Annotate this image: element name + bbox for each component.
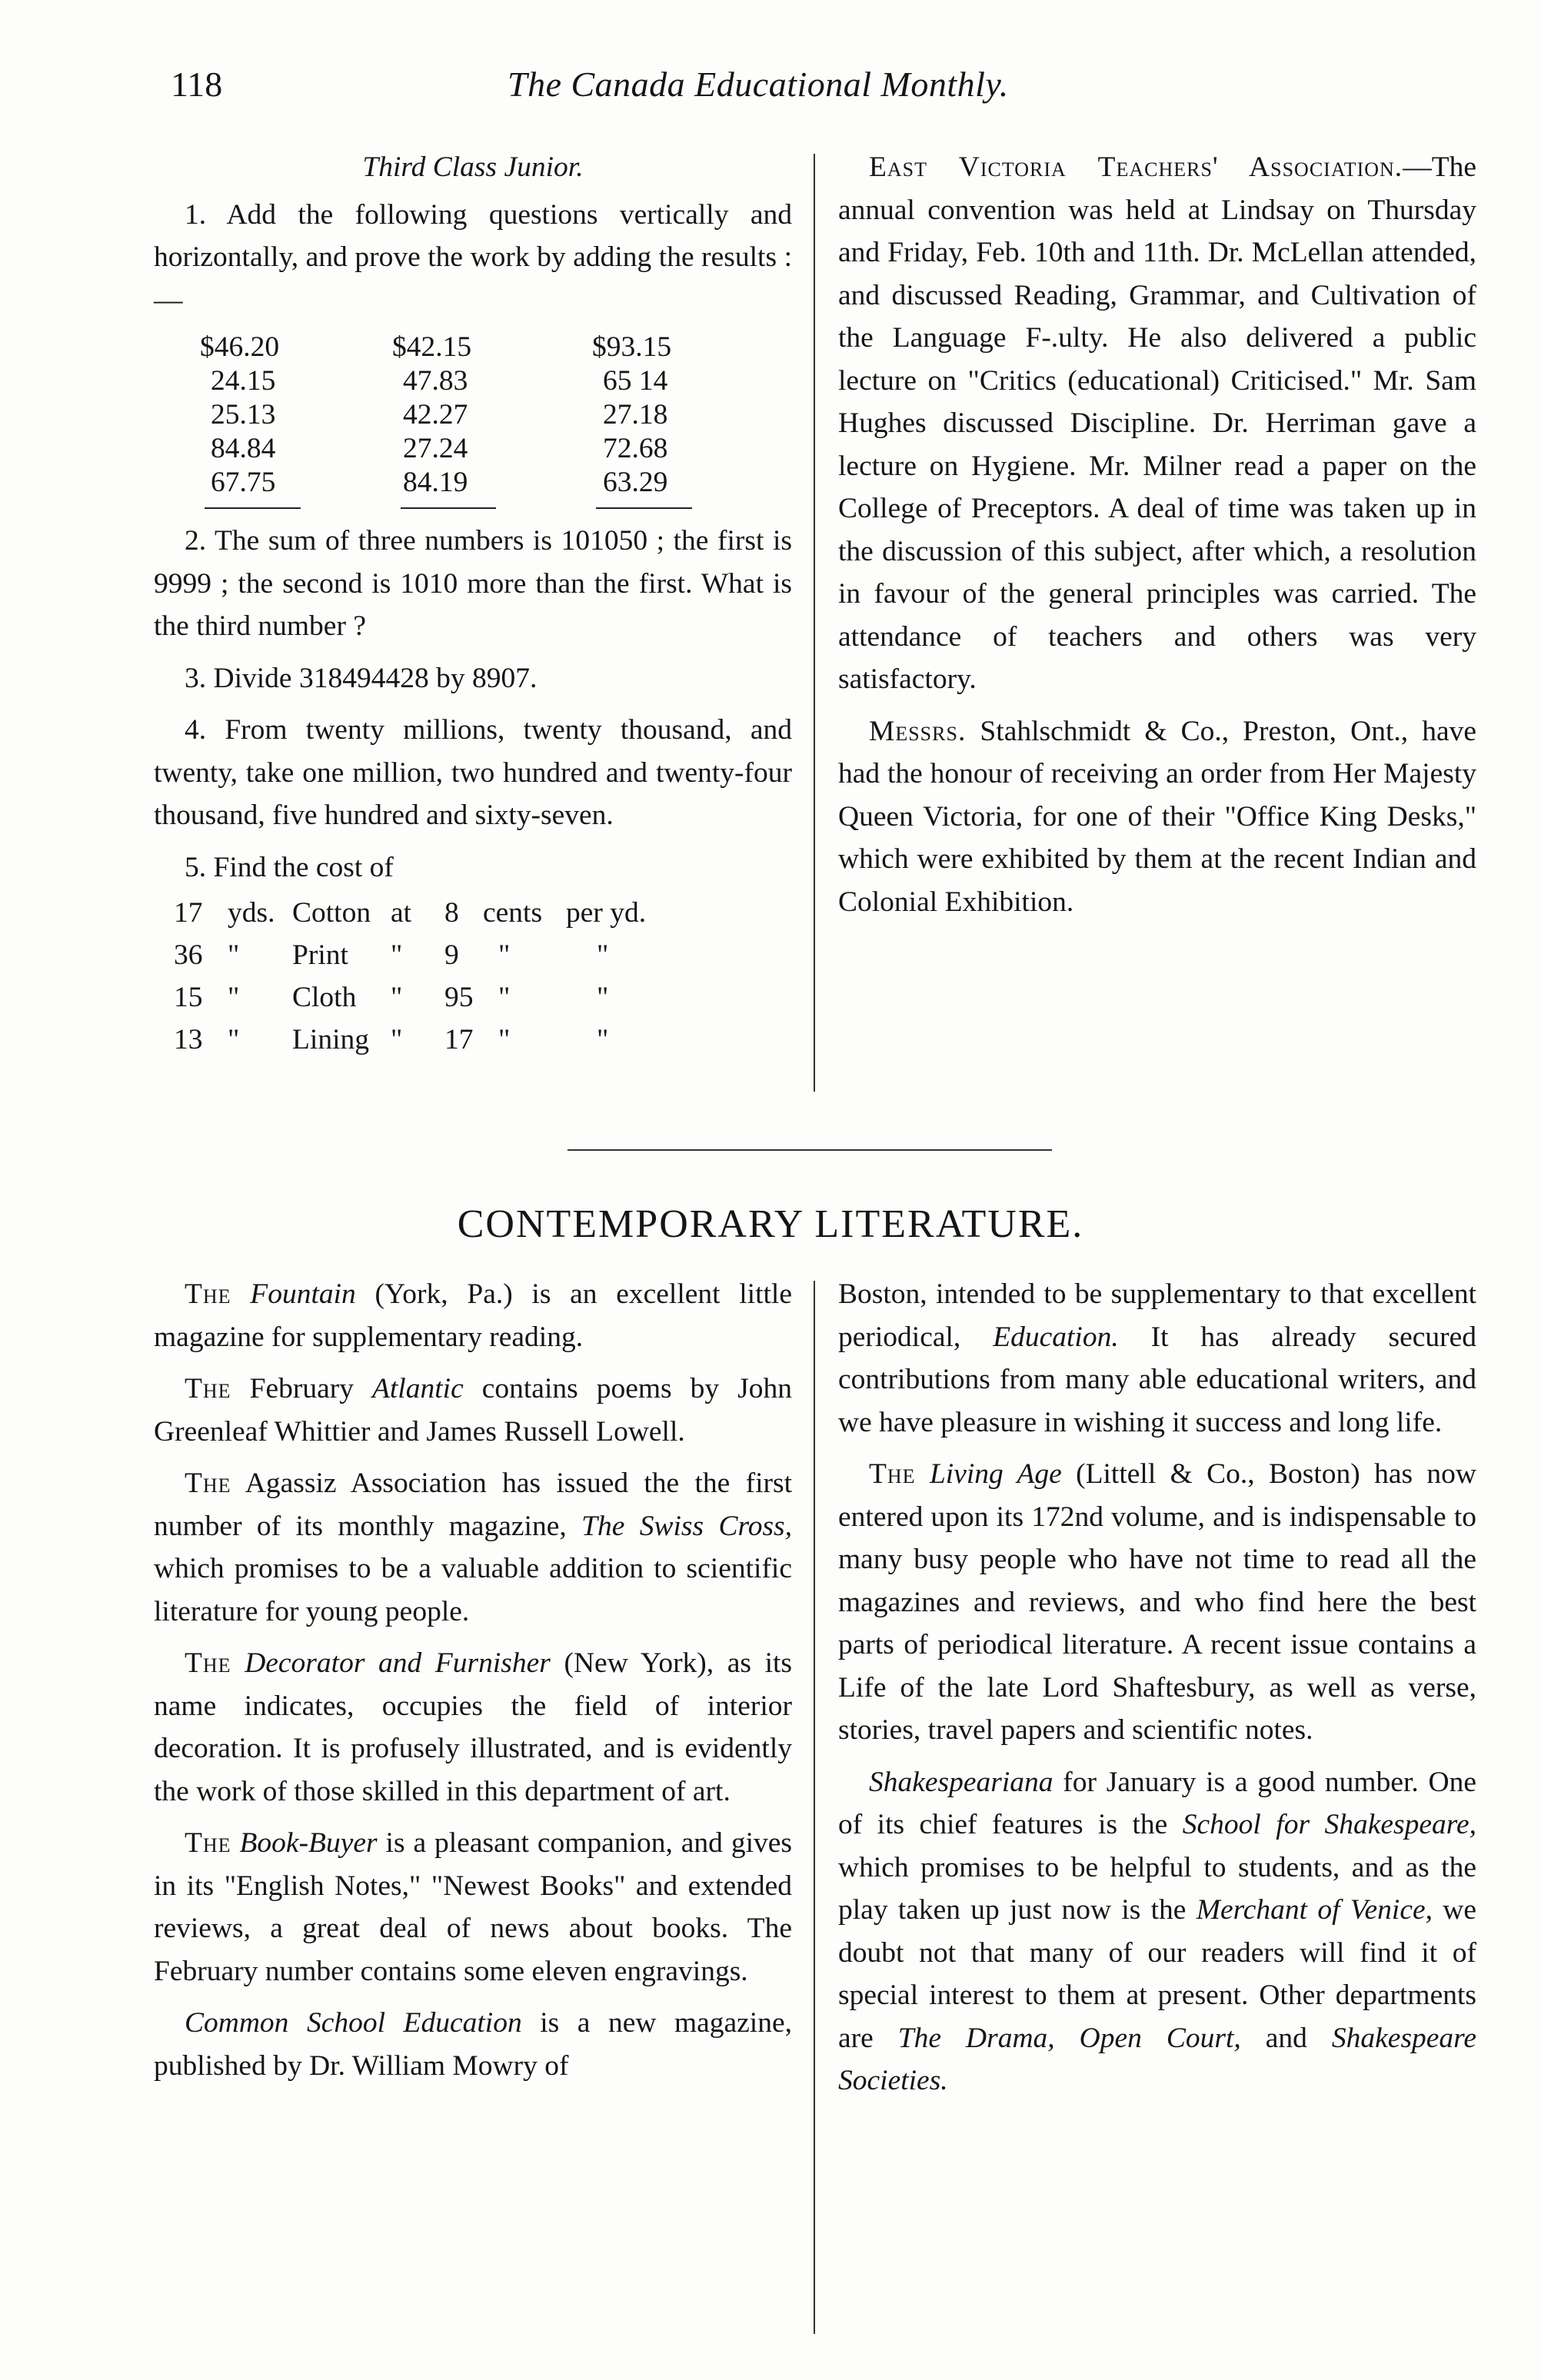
section-rule — [567, 1149, 1052, 1151]
literature-item — [154, 1273, 792, 1358]
cost-unit: yds. — [228, 897, 275, 929]
column-divider — [814, 154, 815, 1092]
literature-item — [154, 1642, 792, 1813]
sum-line — [596, 507, 692, 509]
cost-per: per yd. — [566, 897, 647, 929]
item-lead: The — [185, 1647, 231, 1679]
sums-cell: 84.19 — [403, 467, 468, 498]
sums-cell: 27.24 — [403, 433, 468, 464]
cost-item: Print — [292, 939, 348, 971]
question-3: 3. Divide 318494428 by 8907. — [185, 662, 538, 694]
cost-row — [174, 892, 792, 934]
cost-table — [174, 892, 792, 1061]
literature-column-left — [154, 1273, 792, 2096]
magazine-title: Fountain — [250, 1278, 356, 1310]
item-text: (New York), as its name indicates, occupies the field of interior decoration. It is profusely illustrated, and is evidently the work of those skilled in this department of art. — [154, 1647, 793, 1807]
page-number: 118 — [171, 65, 223, 104]
running-title: The Canada Educational Monthly. — [508, 65, 1009, 104]
messrs-text: Stahlschmidt & Co., Preston, Ont., have had the honour of receiving an order from Her Majesty Queen Victoria, for one of their "Office King Desks," which were exhibited by them at the recent Indian and Colonial Exhibition. — [838, 715, 1477, 918]
sums-cell: 47.83 — [403, 365, 468, 397]
sums-row — [200, 398, 792, 432]
question-1: 1. Add the following questions vertically and horizontally, and prove the work by adding the results :— — [154, 198, 792, 316]
cost-qty: 13 — [174, 1024, 203, 1055]
magazine-title: Decorator and Furnisher — [245, 1647, 551, 1679]
item-text: (York, Pa.) is an excellent little magazine for supplementary reading. — [154, 1278, 792, 1353]
column-divider — [814, 1281, 815, 2334]
magazine-title: Living Age — [929, 1458, 1062, 1490]
item-text: which promises to be a valuable addition to scientific literature for young people. — [154, 1553, 792, 1627]
sums-cell: 72.68 — [603, 433, 668, 464]
item-lead: The — [185, 1373, 231, 1404]
item-text: Boston, intended to be supplementary to that excellent periodical, — [838, 1278, 1476, 1353]
feature-title: School for Shakespeare, — [1182, 1809, 1476, 1840]
section-title: CONTEMPORARY LITERATURE. — [457, 1202, 1084, 1246]
literature-column-right — [838, 1273, 1476, 2112]
messrs-paragraph — [838, 710, 1476, 924]
cost-price: 95 — [444, 982, 474, 1013]
sum-line — [401, 507, 497, 509]
magazine-title: Common School Education — [185, 2007, 522, 2039]
item-pre: Agassiz Association has issued the the first number of its monthly magazine, — [154, 1468, 792, 1542]
cost-qty: 15 — [174, 982, 203, 1013]
cost-qty: 17 — [174, 897, 203, 929]
messrs-heading: Messrs. — [869, 715, 967, 747]
literature-item — [154, 1368, 792, 1453]
cost-cents: cents — [483, 897, 543, 929]
cost-at: " — [391, 1024, 403, 1055]
sums-cell: $93.15 — [592, 331, 672, 363]
sums-rules — [200, 507, 792, 509]
item-lead: The — [185, 1468, 231, 1499]
cost-item: Cotton — [292, 897, 371, 929]
cost-row — [174, 934, 792, 976]
item-text: for January is a good number. One of its chief features is the — [838, 1766, 1476, 1840]
cost-row — [174, 1019, 792, 1061]
cost-at: " — [391, 982, 403, 1013]
magazine-title: Education. — [993, 1321, 1119, 1353]
cost-unit: " — [228, 982, 240, 1013]
cost-cents: " — [498, 982, 511, 1013]
item-pre: February — [249, 1373, 354, 1404]
association-text: —The annual convention was held at Lindsay on Thursday and Friday, Feb. 10th and 11th. Dr. McLellan attended, and discussed Reading, Grammar, and Cultivation of the Language F-.ulty. He also delivered a public lecture on "Critics (educational) Criticised." Mr. Sam Hughes discussed Discipline. Dr. Herriman gave a lecture on Hygiene. Mr. Milner read a paper on the College of Preceptors. A deal of time was taken up in the discussion of this subject, after which, a resolution in favour of the general principles was carried. The attendance of teachers and others was very satisfactory. — [838, 151, 1476, 695]
association-heading: East Victoria Teachers' Association. — [869, 151, 1403, 183]
exam-questions-column — [154, 146, 792, 1061]
item-lead: The — [185, 1827, 231, 1859]
literature-item — [154, 2002, 792, 2087]
item-text: is a new magazine, published by Dr. William Mowry of — [154, 2007, 792, 2082]
item-text: we doubt not that many of our readers will find it of special interest to them at present. Other departments are — [838, 1894, 1477, 2054]
item-lead: The — [185, 1278, 231, 1310]
sums-cell: 25.13 — [211, 399, 276, 430]
cost-item: Cloth — [292, 982, 357, 1013]
item-text: (Littell & Co., Boston) has now entered upon its 172nd volume, and is indispensable to many busy people who have not time to read all the magazines and reviews, and who find here the best parts of periodical literature. A recent issue contains a Life of the late Lord Shaftesbury, as well as verse, stories, travel papers and scientific notes. — [838, 1458, 1477, 1746]
sums-cell: 67.75 — [211, 467, 276, 498]
sums-cell: $46.20 — [200, 331, 280, 363]
department-titles: The Drama, Open Court, — [897, 2022, 1241, 2054]
item-text: It has already secured contributions from many able educational writers, and we have pleasure in wishing it success and long life. — [838, 1321, 1477, 1438]
sums-cell: 84.84 — [211, 433, 276, 464]
cost-per: " — [597, 1024, 609, 1055]
cost-price: 8 — [444, 897, 459, 929]
sum-line — [205, 507, 301, 509]
sums-cell: 65 14 — [603, 365, 668, 397]
item-lead: The — [869, 1458, 916, 1490]
magazine-title: The Swiss Cross, — [581, 1510, 793, 1542]
cost-cents: " — [498, 1024, 511, 1055]
sums-cell: 24.15 — [211, 365, 276, 397]
sums-cell: 27.18 — [603, 399, 668, 430]
news-column — [838, 146, 1476, 932]
cost-at: " — [391, 939, 403, 971]
cost-qty: 36 — [174, 939, 203, 971]
department-title: Shakespeare Societies. — [838, 2022, 1477, 2096]
sums-row — [200, 331, 792, 364]
item-text: which promises to be helpful to students, and as the play taken up just now is the — [838, 1851, 1476, 1926]
magazine-title: Shakespeariana — [869, 1766, 1053, 1798]
cost-row — [174, 976, 792, 1019]
item-text: contains poems by John Greenleaf Whittier and James Russell Lowell. — [154, 1373, 792, 1448]
sums-cell: 42.27 — [403, 399, 468, 430]
cost-price: 17 — [444, 1024, 474, 1055]
magazine-title: Atlantic — [371, 1373, 464, 1404]
item-text: and — [1265, 2022, 1307, 2054]
question-2: 2. The sum of three numbers is 101050 ; the first is 9999 ; the second is 1010 more than the first. What is the third number ? — [154, 525, 792, 642]
play-title: Merchant of Venice, — [1196, 1894, 1433, 1926]
literature-item — [838, 1273, 1476, 1444]
association-paragraph — [838, 146, 1476, 701]
sums-table — [200, 331, 792, 509]
literature-item — [154, 1822, 792, 1993]
question-4: 4. From twenty millions, twenty thousand, and twenty, take one million, two hundred and twenty-four thousand, five hundred and sixty-seven. — [154, 714, 792, 831]
class-heading: Third Class Junior. — [362, 151, 584, 183]
magazine-title: Book-Buyer — [239, 1827, 378, 1859]
sums-cell: $42.15 — [392, 331, 472, 363]
sums-row — [200, 432, 792, 466]
sums-cell: 63.29 — [603, 467, 668, 498]
sums-row — [200, 364, 792, 398]
cost-unit: " — [228, 1024, 240, 1055]
literature-item — [838, 1453, 1476, 1752]
literature-item — [838, 1761, 1476, 2102]
cost-item: Lining — [292, 1024, 369, 1055]
cost-cents: " — [498, 939, 511, 971]
item-text: is a pleasant companion, and gives in its "English Notes," "Newest Books" and extended reviews, a great deal of news about books. The February number contains some eleven engravings. — [154, 1827, 793, 1987]
cost-price: 9 — [444, 939, 459, 971]
sums-row — [200, 466, 792, 500]
cost-per: " — [597, 982, 609, 1013]
cost-unit: " — [228, 939, 240, 971]
literature-item — [154, 1462, 792, 1633]
question-5: 5. Find the cost of — [185, 851, 394, 883]
cost-per: " — [597, 939, 609, 971]
cost-at: at — [391, 897, 412, 929]
